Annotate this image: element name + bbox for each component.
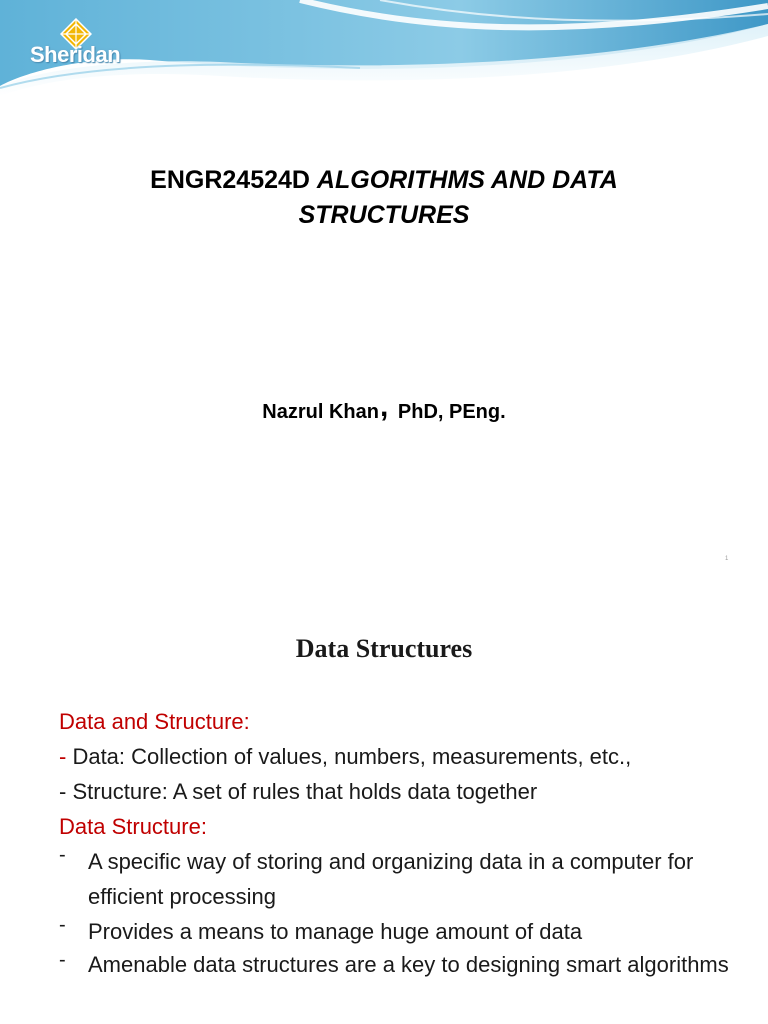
author-separator: , [379,390,389,423]
slide-title: Data Structures [295,634,473,663]
course-name: ALGORITHMS AND DATA STRUCTURES [298,166,618,229]
bullet-dash: - [59,844,66,866]
definition-data-text: Data: Collection of values, numbers, measurements, etc., [66,744,632,769]
course-code: ENGR24524D [150,166,310,194]
data-structures-slide [0,580,768,1024]
course-title [84,163,684,233]
definition-data-dash: - [59,744,67,769]
slide-body [59,704,749,981]
slide-number: 1 [725,556,729,562]
definition-data [59,739,749,774]
bullet-dash: - [59,914,66,936]
bullet-dash: - [59,949,66,971]
sheridan-logo [30,18,150,78]
list-item [59,949,749,981]
author-line [0,390,768,424]
bullet-text: Provides a means to manage huge amount of data [88,919,583,944]
bullet-list [59,844,749,981]
definition-structure: - Structure: A set of rules that holds data together [59,779,538,804]
heading-data-structure: Data Structure: [59,814,207,839]
bullet-text: Amenable data structures are a key to designing smart algorithms [88,952,729,977]
author-credentials: PhD, PEng. [397,401,506,423]
logo-wordmark: Sheridan [30,42,121,67]
list-item [59,914,749,949]
author-name: Nazrul Khan [262,401,379,423]
heading-data-and-structure: Data and Structure: [59,709,250,734]
bullet-text: A specific way of storing and organizing data in a computer for efficient processing [88,849,694,909]
list-item [59,844,749,914]
